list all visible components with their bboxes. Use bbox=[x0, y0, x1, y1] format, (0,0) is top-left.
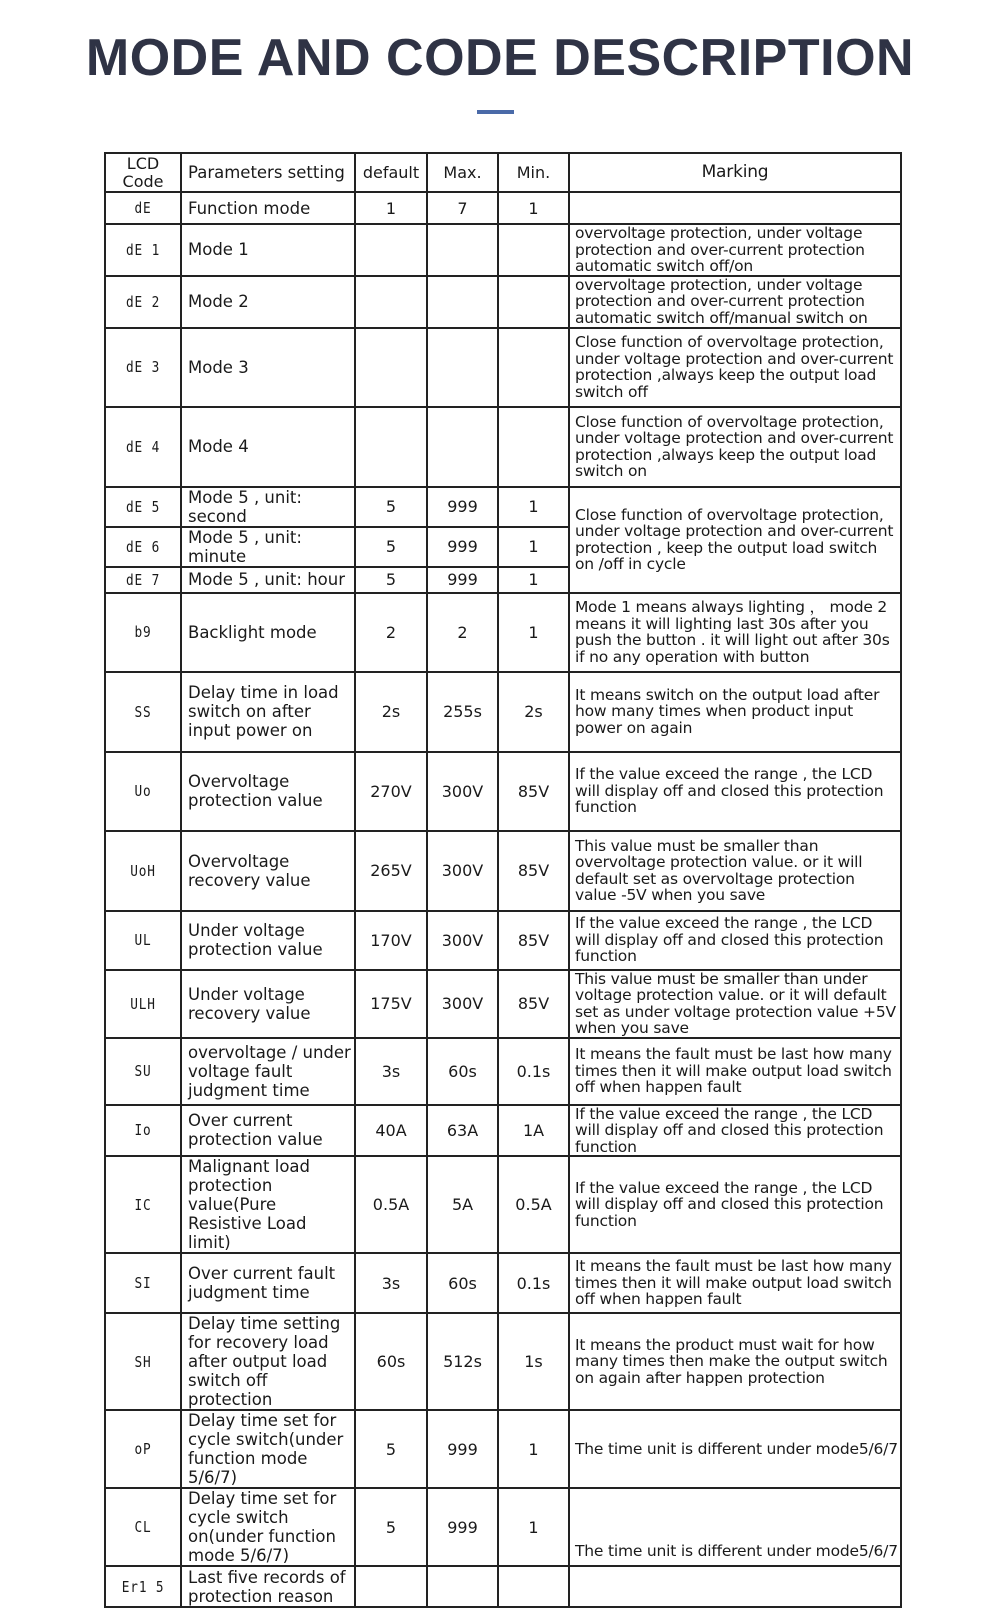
min-value: 0.5A bbox=[498, 1156, 569, 1253]
table-row bbox=[105, 752, 901, 831]
default-value: 5 bbox=[355, 527, 427, 567]
default-value: 40A bbox=[355, 1105, 427, 1157]
marking: Close function of overvoltage protection, under voltage protection and over-current protection , keep the output load switch on /off in cycle bbox=[569, 487, 901, 593]
table-row bbox=[105, 487, 901, 527]
lcd-code: dE 3 bbox=[105, 328, 181, 407]
default-value: 265V bbox=[355, 831, 427, 911]
parameter: Backlight mode bbox=[181, 593, 355, 672]
table-row bbox=[105, 1253, 901, 1313]
max-value: 300V bbox=[427, 831, 498, 911]
default-value: 0.5A bbox=[355, 1156, 427, 1253]
table-row bbox=[105, 831, 901, 911]
marking: Close function of overvoltage protection, under voltage protection and over-current protection ,always keep the output load switch on bbox=[569, 407, 901, 487]
lcd-code: ULH bbox=[105, 970, 181, 1038]
header-default: default bbox=[355, 153, 427, 192]
max-value bbox=[427, 407, 498, 487]
marking: Close function of overvoltage protection, under voltage protection and over-current protection ,always keep the output load switch off bbox=[569, 328, 901, 407]
header-row bbox=[105, 153, 901, 192]
marking: If the value exceed the range , the LCD will display off and closed this protection function bbox=[569, 1105, 901, 1157]
parameter: Delay time set for cycle switch on(under function mode 5/6/7) bbox=[181, 1488, 355, 1566]
marking bbox=[569, 1566, 901, 1607]
table-row bbox=[105, 970, 901, 1038]
lcd-code: dE 2 bbox=[105, 276, 181, 328]
default-value bbox=[355, 407, 427, 487]
max-value: 60s bbox=[427, 1253, 498, 1313]
max-value: 999 bbox=[427, 1410, 498, 1488]
lcd-code: SI bbox=[105, 1253, 181, 1313]
min-value: 1 bbox=[498, 1410, 569, 1488]
default-value: 2 bbox=[355, 593, 427, 672]
min-value bbox=[498, 276, 569, 328]
table-row bbox=[105, 407, 901, 487]
table-row bbox=[105, 672, 901, 752]
max-value: 999 bbox=[427, 567, 498, 593]
marking: The time unit is different under mode5/6/7 bbox=[569, 1410, 901, 1488]
min-value: 1 bbox=[498, 192, 569, 224]
table-row bbox=[105, 593, 901, 672]
lcd-code: SU bbox=[105, 1038, 181, 1105]
marking: This value must be smaller than under voltage protection value. or it will default set as under voltage protection value +5V when you save bbox=[569, 970, 901, 1038]
parameter: Delay time setting for recovery load after output load switch off protection bbox=[181, 1313, 355, 1410]
min-value: 85V bbox=[498, 752, 569, 831]
marking: It means the product must wait for how many times then make the output switch on again after happen protection bbox=[569, 1313, 901, 1410]
marking: overvoltage protection, under voltage protection and over-current protection automatic switch off/manual switch on bbox=[569, 276, 901, 328]
default-value bbox=[355, 276, 427, 328]
lcd-code: Io bbox=[105, 1105, 181, 1157]
default-value: 270V bbox=[355, 752, 427, 831]
table-row bbox=[105, 911, 901, 970]
table-row bbox=[105, 1566, 901, 1607]
parameter: Malignant load protection value(Pure Resistive Load limit) bbox=[181, 1156, 355, 1253]
marking bbox=[569, 192, 901, 224]
marking: It means the fault must be last how many times then it will make output load switch off when happen fault bbox=[569, 1253, 901, 1313]
parameter: overvoltage / under voltage fault judgment time bbox=[181, 1038, 355, 1105]
max-value bbox=[427, 1566, 498, 1607]
min-value: 0.1s bbox=[498, 1253, 569, 1313]
title-underline bbox=[477, 110, 514, 114]
min-value bbox=[498, 1566, 569, 1607]
default-value: 175V bbox=[355, 970, 427, 1038]
marking: overvoltage protection, under voltage protection and over-current protection automatic switch off/on bbox=[569, 224, 901, 276]
lcd-code: UL bbox=[105, 911, 181, 970]
min-value: 85V bbox=[498, 970, 569, 1038]
lcd-code: dE 4 bbox=[105, 407, 181, 487]
parameter: Under voltage recovery value bbox=[181, 970, 355, 1038]
min-value: 1A bbox=[498, 1105, 569, 1157]
parameter: Over current fault judgment time bbox=[181, 1253, 355, 1313]
table-row bbox=[105, 224, 901, 276]
parameter: Under voltage protection value bbox=[181, 911, 355, 970]
max-value: 300V bbox=[427, 752, 498, 831]
table-row bbox=[105, 192, 901, 224]
lcd-code: IC bbox=[105, 1156, 181, 1253]
max-value: 60s bbox=[427, 1038, 498, 1105]
header-min: Min. bbox=[498, 153, 569, 192]
min-value: 0.1s bbox=[498, 1038, 569, 1105]
page-title: MODE AND CODE DESCRIPTION bbox=[85, 29, 915, 87]
header-max: Max. bbox=[427, 153, 498, 192]
default-value bbox=[355, 328, 427, 407]
parameter: Delay time set for cycle switch(under function mode 5/6/7) bbox=[181, 1410, 355, 1488]
code-table bbox=[104, 152, 902, 1608]
marking: The time unit is different under mode5/6/7 bbox=[569, 1488, 901, 1566]
parameter: Mode 5 , unit: second bbox=[181, 487, 355, 527]
default-value: 170V bbox=[355, 911, 427, 970]
default-value: 3s bbox=[355, 1253, 427, 1313]
table-row bbox=[105, 1156, 901, 1253]
table-row bbox=[105, 1105, 901, 1157]
default-value: 3s bbox=[355, 1038, 427, 1105]
lcd-code: dE 7 bbox=[105, 567, 181, 593]
default-value: 1 bbox=[355, 192, 427, 224]
header-lcd-code: LCD Code bbox=[105, 153, 181, 192]
min-value: 1 bbox=[498, 527, 569, 567]
max-value: 2 bbox=[427, 593, 498, 672]
marking: It means switch on the output load after how many times when product input power on again bbox=[569, 672, 901, 752]
parameter: Mode 1 bbox=[181, 224, 355, 276]
default-value: 5 bbox=[355, 1488, 427, 1566]
table-row bbox=[105, 1038, 901, 1105]
parameter: Overvoltage protection value bbox=[181, 752, 355, 831]
marking: If the value exceed the range , the LCD will display off and closed this protection function bbox=[569, 1156, 901, 1253]
max-value: 999 bbox=[427, 487, 498, 527]
marking: This value must be smaller than overvoltage protection value. or it will default set as overvoltage protection value -5V when you save bbox=[569, 831, 901, 911]
table-row bbox=[105, 276, 901, 328]
parameter: Mode 4 bbox=[181, 407, 355, 487]
default-value bbox=[355, 224, 427, 276]
lcd-code: SS bbox=[105, 672, 181, 752]
default-value bbox=[355, 1566, 427, 1607]
max-value: 999 bbox=[427, 527, 498, 567]
table-row bbox=[105, 1488, 901, 1566]
min-value: 1 bbox=[498, 487, 569, 527]
header-marking: Marking bbox=[569, 153, 901, 192]
marking: It means the fault must be last how many times then it will make output load switch off when happen fault bbox=[569, 1038, 901, 1105]
table-row bbox=[105, 328, 901, 407]
default-value: 5 bbox=[355, 567, 427, 593]
lcd-code: SH bbox=[105, 1313, 181, 1410]
table-row bbox=[105, 1410, 901, 1488]
parameter: Last five records of protection reason bbox=[181, 1566, 355, 1607]
min-value: 85V bbox=[498, 911, 569, 970]
default-value: 60s bbox=[355, 1313, 427, 1410]
lcd-code: Er1 5 bbox=[105, 1566, 181, 1607]
max-value: 300V bbox=[427, 970, 498, 1038]
max-value: 63A bbox=[427, 1105, 498, 1157]
lcd-code: dE 6 bbox=[105, 527, 181, 567]
lcd-code: UoH bbox=[105, 831, 181, 911]
min-value: 1 bbox=[498, 1488, 569, 1566]
table-row bbox=[105, 1313, 901, 1410]
lcd-code: b9 bbox=[105, 593, 181, 672]
lcd-code: dE bbox=[105, 192, 181, 224]
min-value bbox=[498, 224, 569, 276]
max-value bbox=[427, 276, 498, 328]
max-value: 999 bbox=[427, 1488, 498, 1566]
lcd-code: oP bbox=[105, 1410, 181, 1488]
lcd-code: dE 1 bbox=[105, 224, 181, 276]
min-value bbox=[498, 328, 569, 407]
max-value: 5A bbox=[427, 1156, 498, 1253]
min-value bbox=[498, 407, 569, 487]
default-value: 5 bbox=[355, 1410, 427, 1488]
lcd-code: CL bbox=[105, 1488, 181, 1566]
parameter: Over current protection value bbox=[181, 1105, 355, 1157]
parameter: Mode 5 , unit: minute bbox=[181, 527, 355, 567]
min-value: 1 bbox=[498, 567, 569, 593]
parameter: Mode 5 , unit: hour bbox=[181, 567, 355, 593]
header-parameters: Parameters setting bbox=[181, 153, 355, 192]
max-value bbox=[427, 328, 498, 407]
default-value: 2s bbox=[355, 672, 427, 752]
max-value bbox=[427, 224, 498, 276]
min-value: 85V bbox=[498, 831, 569, 911]
parameter: Mode 2 bbox=[181, 276, 355, 328]
parameter: Function mode bbox=[181, 192, 355, 224]
max-value: 512s bbox=[427, 1313, 498, 1410]
marking: If the value exceed the range , the LCD will display off and closed this protection function bbox=[569, 911, 901, 970]
max-value: 7 bbox=[427, 192, 498, 224]
parameter: Delay time in load switch on after input power on bbox=[181, 672, 355, 752]
parameter: Overvoltage recovery value bbox=[181, 831, 355, 911]
marking: Mode 1 means always lighting ， mode 2 means it will lighting last 30s after you push the button . it will light out after 30s if no any operation with button bbox=[569, 593, 901, 672]
marking: If the value exceed the range , the LCD will display off and closed this protection function bbox=[569, 752, 901, 831]
lcd-code: Uo bbox=[105, 752, 181, 831]
min-value: 1 bbox=[498, 593, 569, 672]
lcd-code: dE 5 bbox=[105, 487, 181, 527]
max-value: 255s bbox=[427, 672, 498, 752]
min-value: 1s bbox=[498, 1313, 569, 1410]
parameter: Mode 3 bbox=[181, 328, 355, 407]
default-value: 5 bbox=[355, 487, 427, 527]
max-value: 300V bbox=[427, 911, 498, 970]
min-value: 2s bbox=[498, 672, 569, 752]
